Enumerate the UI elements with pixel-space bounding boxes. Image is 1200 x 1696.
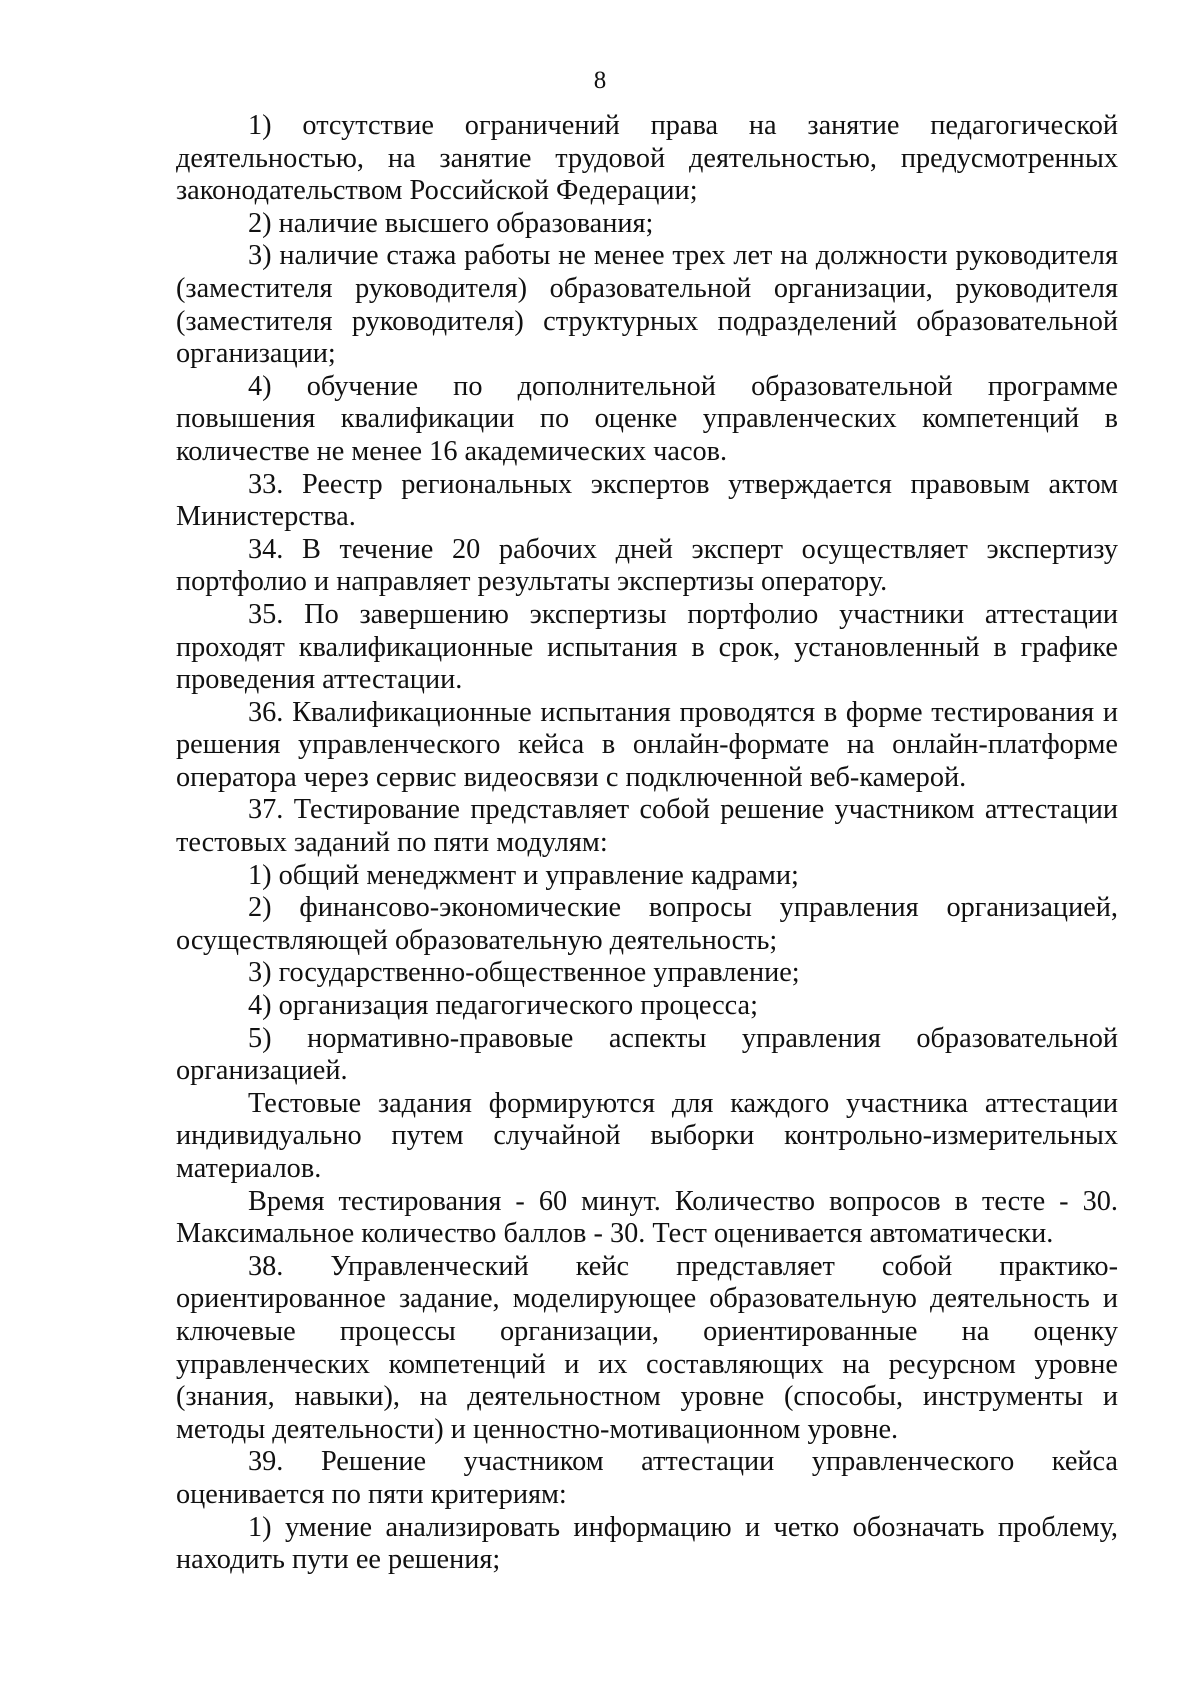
paragraph-requirement-2: 2) наличие высшего образования;	[248, 207, 654, 239]
paragraph-requirement-1: 1) отсутствие ограничений права на занятие педагогической деятельностью, на занятие трудовой деятельностью, предусмотренных законодательством Российской Федерации;	[176, 110, 1118, 207]
paragraph-module-1: 1) общий менеджмент и управление кадрами;	[248, 859, 799, 891]
paragraph-clause-36: 36. Квалификационные испытания проводятся в форме тестирования и решения управленческого кейса в онлайн-формате на онлайн-платформе оператора через сервис видеосвязи с подключенной веб-камерой.	[176, 696, 1118, 793]
paragraph-module-2: 2) финансово-экономические вопросы управления организацией, осуществляющей образовательную деятельность;	[176, 892, 1118, 956]
paragraph-requirement-3: 3) наличие стажа работы не менее трех лет на должности руководителя (заместителя руководителя) образовательной организации, руководителя (заместителя руководителя) структурных подразделений образовательной организации;	[176, 240, 1118, 370]
paragraph-clause-37: 37. Тестирование представляет собой решение участником аттестации тестовых заданий по пяти модулям:	[176, 794, 1118, 859]
paragraph-module-4: 4) организация педагогического процесса;	[248, 990, 758, 1022]
document-body	[176, 110, 1118, 1577]
paragraph-test-time: Время тестирования - 60 минут. Количество вопросов в тесте - 30. Максимальное количество баллов - 30. Тест оценивается автоматически.	[176, 1185, 1118, 1250]
paragraph-module-5: 5) нормативно-правовые аспекты управления образовательной организацией.	[176, 1022, 1118, 1087]
paragraph-module-3: 3) государственно-общественное управление;	[248, 957, 800, 989]
paragraph-clause-34: 34. В течение 20 рабочих дней эксперт осуществляет экспертизу портфолио и направляет результаты экспертизы оператору.	[176, 533, 1118, 598]
page-number: 8	[593, 67, 607, 94]
paragraph-criterion-1: 1) умение анализировать информацию и четко обозначать проблему, находить пути ее решения;	[176, 1511, 1118, 1576]
paragraph-requirement-4: 4) обучение по дополнительной образовательной программе повышения квалификации по оценке управленческих компетенций в количестве не менее 16 академических часов.	[176, 370, 1118, 467]
paragraph-clause-35: 35. По завершению экспертизы портфолио участники аттестации проходят квалификационные испытания в срок, установленный в графике проведения аттестации.	[176, 598, 1118, 696]
paragraph-clause-39: 39. Решение участником аттестации управленческого кейса оценивается по пяти критериям:	[176, 1446, 1118, 1510]
paragraph-clause-33: 33. Реестр региональных экспертов утверждается правовым актом Министерства.	[176, 468, 1118, 533]
paragraph-test-tasks: Тестовые задания формируются для каждого участника аттестации индивидуально путем случайной выборки контрольно-измерительных материалов.	[176, 1087, 1118, 1184]
paragraph-clause-38: 38. Управленческий кейс представляет собой практико-ориентированное задание, моделирующее образовательную деятельность и ключевые процессы организации, ориентированные на оценку управленческих компетенций и их составляющих на ресурсном уровне (знания, навыки), на деятельностном уровне (способы, инструменты и методы деятельности) и ценностно-мотивационном уровне.	[176, 1250, 1118, 1445]
